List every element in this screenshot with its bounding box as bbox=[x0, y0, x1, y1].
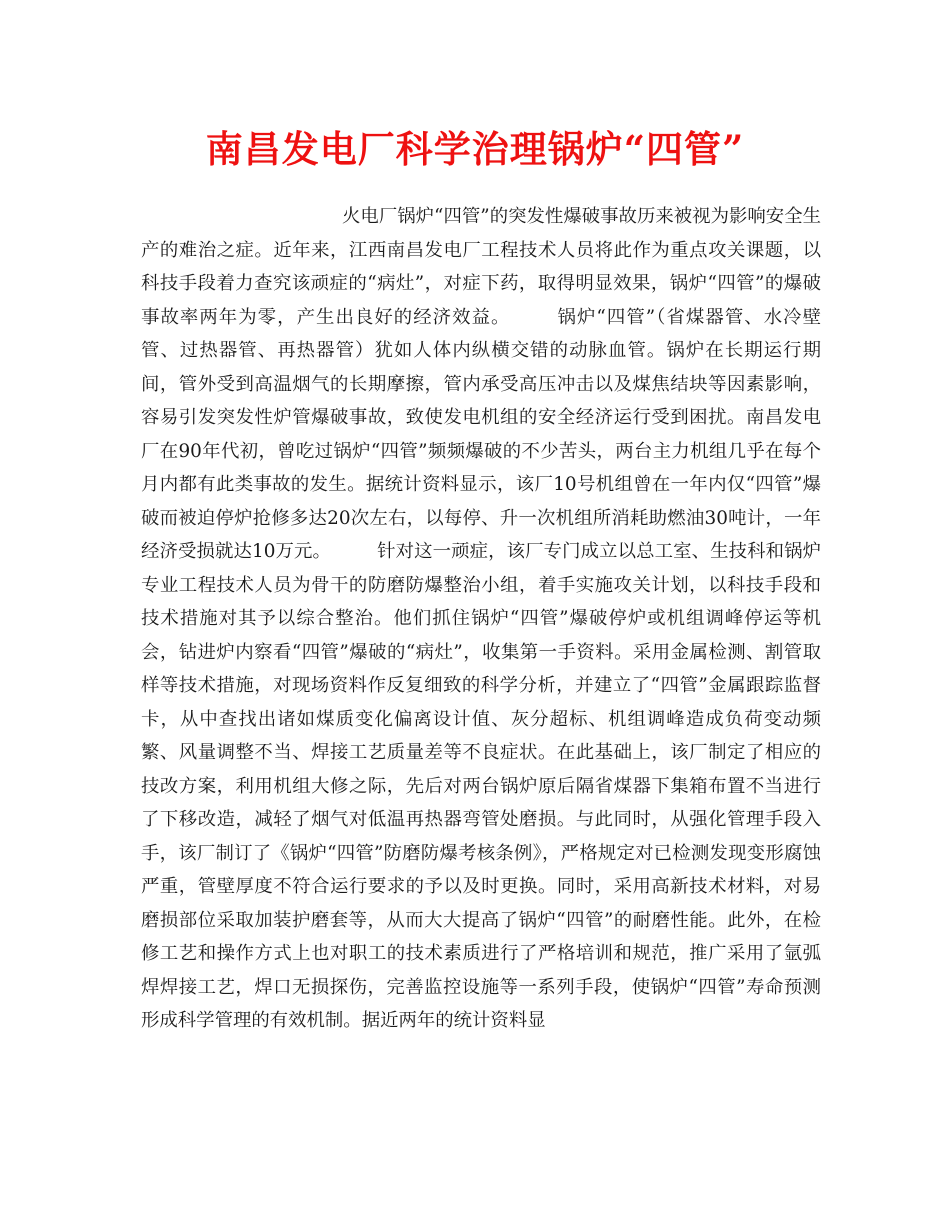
paragraph-3: 针对这一顽症，该厂专门成立以总工室、生技科和锅炉专业工程技术人员为骨干的防磨防爆整治小组，着手实施攻关计划，以科技手段和技术措施对其予以综合整治。他们抓住锅炉“四管”爆破停炉或机组调峰停运等机会，钻进炉内察看“四管”爆破的“病灶”，收集第一手资料。采用金属检测、割管取样等技术措施，对现场资料作反复细致的科学分析，并建立了“四管”金属跟踪监督卡，从中查找出诸如煤质变化偏离设计值、灰分超标、机组调峰造成负荷变动频繁、风量调整不当、焊接工艺质量差等不良症状。在此基础上，该厂制定了相应的技改方案，利用机组大修之际，先后对两台锅炉原后隔省煤器下集箱布置不当进行了下移改造，减轻了烟气对低温再热器弯管处磨损。与此同时，从强化管理手段入手，该厂制订了《锅炉“四管”防磨防爆考核条例》，严格规定对已检测发现变形腐蚀严重，管壁厚度不符合运行要求的予以及时更换。同时，采用高新技术材料，对易磨损部位采取加装护磨套等，从而大大提高了锅炉“四管”的耐磨性能。此外，在检修工艺和操作方式上也对职工的技术素质进行了严格培训和规范，推广采用了氩弧焊焊接工艺，焊口无损探伤，完善监控设施等一系列手段，使锅炉“四管”寿命预测形成科学管理的有效机制。据近两年的统计资料显 bbox=[141, 541, 821, 1031]
paragraph-2: 锅炉“四管”（省煤器管、水冷壁管、过热器管、再热器管）犹如人体内纵横交错的动脉血管。锅炉在长期运行期间，管外受到高温烟气的长期摩擦，管内承受高压冲击以及煤焦结块等因素影响，容易引发突发性炉管爆破事故，致使发电机组的安全经济运行受到困扰。南昌发电厂在90年代初，曾吃过锅炉“四管”频频爆破的不少苦头，两台主力机组几乎在每个月内都有此类事故的发生。据统计资料显示，该厂10号机组曾在一年内仅“四管”爆破而被迫停炉抢修多达20次左右，以每停、升一次机组所消耗助燃油30吨计，一年经济受损就达10万元。 bbox=[141, 306, 821, 562]
paragraph-1: 火电厂锅炉“四管”的突发性爆破事故历来被视为影响安全生产的难治之症。近年来，江西南昌发电厂工程技术人员将此作为重点攻关课题，以科技手段着力查究该顽症的“病灶”，对症下药，取得明显效果，锅炉“四管”的爆破事故率两年为零，产生出良好的经济效益。 bbox=[141, 206, 821, 328]
document-body bbox=[141, 200, 821, 1038]
document-title: 南昌发电厂科学治理锅炉“四管” bbox=[205, 127, 745, 171]
